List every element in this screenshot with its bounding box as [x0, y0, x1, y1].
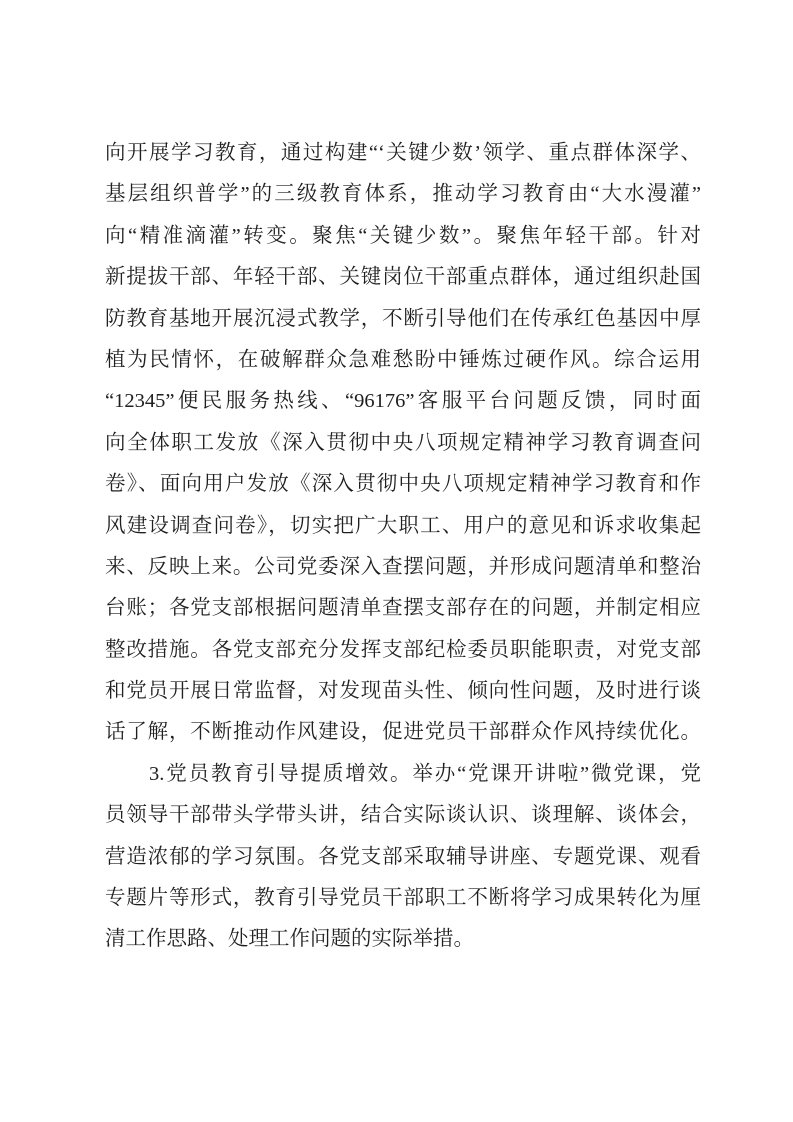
- text-line: 向“精准滴灌”转变。聚焦“关键少数”。聚焦年轻干部。针对: [105, 224, 701, 247]
- text-line: 员领导干部带头学带头讲，结合实际谈认识、谈理解、谈体会，: [105, 804, 701, 827]
- text-line: 话了解，不断推动作风建设，促进党员干部群众作风持续优化。: [105, 721, 701, 744]
- text-line: 卷》、面向用户发放《深入贯彻中央八项规定精神学习教育和作: [105, 473, 701, 496]
- text-line: 基层组织普学”的三级教育体系，推动学习教育由“大水漫灌”: [105, 183, 701, 206]
- document-body: [105, 133, 701, 961]
- text-line-paragraph-start: 3.党员教育引导提质增效。举办“党课开讲啦”微党课，党: [149, 762, 701, 785]
- text-line: 防教育基地开展沉浸式教学，不断引导他们在传承红色基因中厚: [105, 307, 701, 330]
- text-line: 清工作思路、处理工作问题的实际举措。: [105, 928, 474, 951]
- text-line: 植为民情怀，在破解群众急难愁盼中锤炼过硬作风。综合运用: [105, 348, 701, 371]
- text-line: “12345”便民服务热线、“96176”客服平台问题反馈，同时面: [105, 390, 701, 413]
- text-line: 专题片等形式，教育引导党员干部职工不断将学习成果转化为厘: [105, 887, 701, 910]
- text-line: 来、反映上来。公司党委深入查摆问题，并形成问题清单和整治: [105, 555, 701, 578]
- text-line: 风建设调查问卷》，切实把广大职工、用户的意见和诉求收集起: [105, 514, 701, 537]
- text-line: 向开展学习教育，通过构建“‘关键少数’领学、重点群体深学、: [105, 142, 701, 164]
- text-line: 台账；各党支部根据问题清单查摆支部存在的问题，并制定相应: [105, 597, 701, 620]
- text-line: 和党员开展日常监督，对发现苗头性、倾向性问题，及时进行谈: [105, 680, 701, 703]
- text-line: 整改措施。各党支部充分发挥支部纪检委员职能职责，对党支部: [105, 638, 701, 661]
- text-line: 向全体职工发放《深入贯彻中央八项规定精神学习教育调查问: [105, 431, 701, 454]
- text-line: 营造浓郁的学习氛围。各党支部采取辅导讲座、专题党课、观看: [105, 845, 701, 868]
- text-line: 新提拔干部、年轻干部、关键岗位干部重点群体，通过组织赴国: [105, 266, 701, 289]
